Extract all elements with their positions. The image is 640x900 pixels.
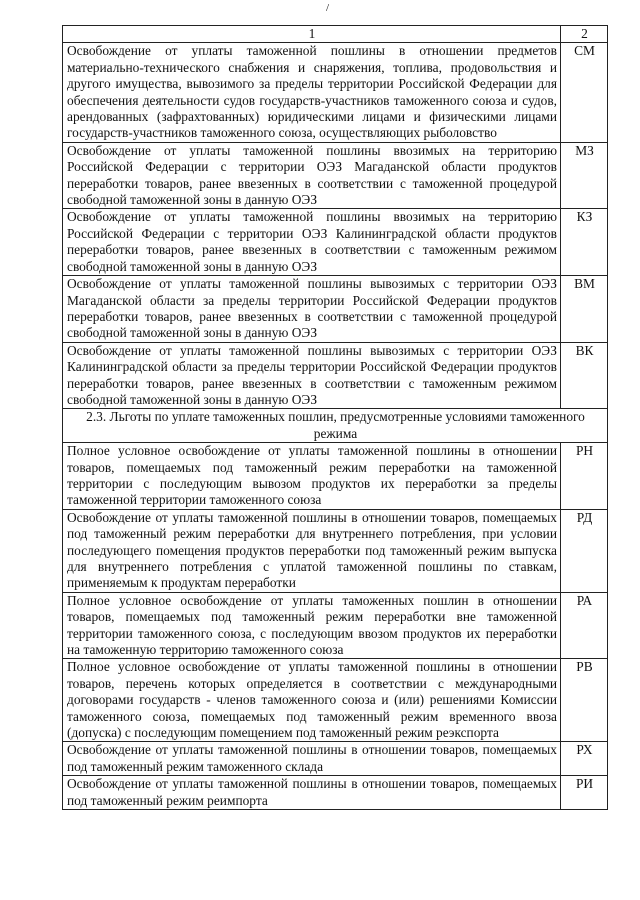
row-code: ВК: [561, 342, 608, 409]
table-row: [63, 142, 608, 209]
table-row: [63, 742, 608, 776]
table-row: [63, 776, 608, 810]
table-row: [63, 659, 608, 742]
section-title: 2.3. Льготы по уплате таможенных пошлин, предусмотренные условиями таможенного режима: [63, 409, 608, 443]
row-code: ВМ: [561, 276, 608, 343]
row-description: Освобождение от уплаты таможенной пошлины в отношении товаров, помещаемых под таможенный режим переработки для внутреннего потребления, при условии последующего помещения продуктов переработки под таможенный режим выпуска для внутреннего потребления с уплатой таможенной пошлины по ставкам, применяемым к продуктам переработки: [63, 509, 561, 592]
row-code: МЗ: [561, 142, 608, 209]
table-row: [63, 592, 608, 659]
row-description: Полное условное освобождение от уплаты таможенной пошлины в отношении товаров, перечень которых определяется в соответствии с международными договорами государств - членов таможенного союза и (или) решениями Комиссии таможенного союза, помещаемых под таможенный режим временного ввоза (допуска) с последующим помещением под таможенный режим реэкспорта: [63, 659, 561, 742]
row-code: РИ: [561, 776, 608, 810]
row-code: КЗ: [561, 209, 608, 276]
row-description: Полное условное освобождение от уплаты таможенной пошлины в отношении товаров, помещаемых под таможенный режим переработки на таможенной территории с последующим вывозом продуктов их переработки за пределы таможенной территории таможенного союза: [63, 443, 561, 510]
header-col-1: 1: [63, 26, 561, 43]
table-row: [63, 509, 608, 592]
row-code: СМ: [561, 43, 608, 142]
section-heading-row: [63, 409, 608, 443]
row-description: Освобождение от уплаты таможенной пошлины вывозимых с территории ОЭЗ Магаданской области за пределы территории Российской Федерации продуктов переработки товаров, ранее ввезенных в соответствии с таможенной процедурой свободной таможенной зоны в данную ОЭЗ: [63, 276, 561, 343]
row-description: Освобождение от уплаты таможенной пошлины ввозимых на территорию Российской Федерации с территории ОЭЗ Калининградской области продуктов переработки товаров, ранее ввезенных в соответствии с таможенным режимом свободной таможенной зоны в данную ОЭЗ: [63, 209, 561, 276]
row-description: Освобождение от уплаты таможенной пошлины в отношении товаров, помещаемых под таможенный режим реимпорта: [63, 776, 561, 810]
row-description: Освобождение от уплаты таможенной пошлины вывозимых с территории ОЭЗ Калининградской области за пределы территории Российской Федерации продуктов переработки товаров, ранее ввезенных в соответствии с таможенным режимом свободной таможенной зоны в данную ОЭЗ: [63, 342, 561, 409]
row-code: РН: [561, 443, 608, 510]
table-row: [63, 443, 608, 510]
row-code: РХ: [561, 742, 608, 776]
table-row: [63, 276, 608, 343]
row-description: Освобождение от уплаты таможенной пошлины в отношении предметов материально-технического снабжения и снаряжения, топлива, продовольствия и другого имущества, вывозимого за пределы территории Российской Федерации для обеспечения деятельности судов государств-участников таможенного союза и судов, арендованных (зафрахтованных) юридическими лицами и физическими лицами государств-участников таможенного союза, осуществляющих рыболовство: [63, 43, 561, 142]
row-code: РА: [561, 592, 608, 659]
row-description: Освобождение от уплаты таможенной пошлины в отношении товаров, помещаемых под таможенный режим таможенного склада: [63, 742, 561, 776]
row-code: РД: [561, 509, 608, 592]
table-header-row: [63, 26, 608, 43]
table-row: [63, 43, 608, 142]
page-mark: /: [326, 2, 330, 14]
benefits-table: [62, 25, 608, 810]
row-code: РВ: [561, 659, 608, 742]
table-row: [63, 342, 608, 409]
table-row: [63, 209, 608, 276]
row-description: Освобождение от уплаты таможенной пошлины ввозимых на территорию Российской Федерации с территории ОЭЗ Магаданской области продуктов переработки товаров, ранее ввезенных в соответствии с таможенной процедурой свободной таможенной зоны в данную ОЭЗ: [63, 142, 561, 209]
header-col-2: 2: [561, 26, 608, 43]
row-description: Полное условное освобождение от уплаты таможенных пошлин в отношении товаров, помещаемых под таможенный режим переработки вне таможенной территории таможенного союза, с последующим ввозом продуктов их переработки на таможенную территорию таможенного союза: [63, 592, 561, 659]
